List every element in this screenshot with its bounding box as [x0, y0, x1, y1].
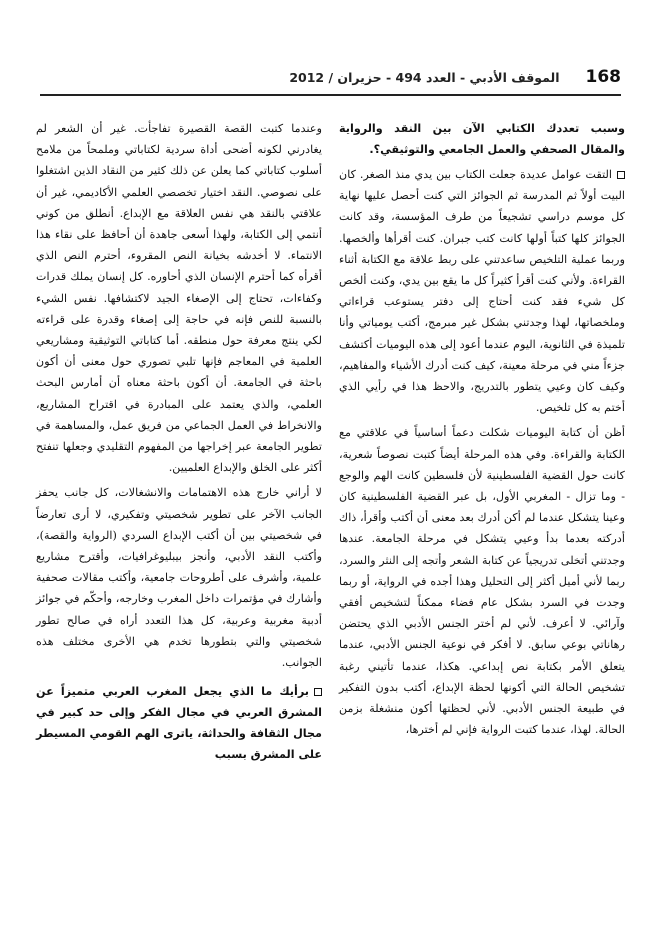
body-paragraph: لا أراني خارج هذه الاهتمامات والانشغالات، كل جانب يحفز الجانب الآخر على تطوير شخصيتي وتفكيري، لا أرى تعارضاً في شخصيتي بين أن أكتب الإبداع السردي (الرواية والقصة)، وأكتب النقد الأدبي، وأنجز بيبليوغرافيات، وأقترح مشاريع علمية، وأشرف على أطروحات جامعية، وأكتب مقالات صحفية وأشارك في مؤتمرات داخل المغرب وخارجه، وأحكّم في جوائز أدبية مغربية وعربية، كل هذا التعدد أراه في صالح تطور شخصيتي والتي بتطورها تخدم هي الأخرى مختلف هذه الجوانب.: [36, 486, 322, 670]
body-paragraph: وعندما كتبت القصة القصيرة تفاجأت. غير أن الشعر لم يغادرني لكونه أضحى أداة سردية لكتاباتي وملمحاً من ملامح أسلوب كتاباتي كما يعلن عن ذلك كثير من النقاد الذين اشتغلوا على نصوصي. النقد اختيار تخصصي العلمي الأكاديمي، غير أن علاقتي بالنقد هي نفس العلاقة مع الإبداع. أنطلق من كوني أنتمي إلى الكتابة، ولهذا أسعى جاهدة أن أحافظ على نقاء هذا الانتماء. لا أخدشه بخيانة النص المقروء، أحترم النص الذي أقرأه كما أحترم الإنسان الذي أحاوره. كل إنسان يملك قدرات وكفاءات، تحتاج إلى الإصغاء الجيد لاكتشافها. نفس الشيء بالنسبة للنص فإنه في حاجة إلى إصغاء وقدرة على قراءته لكي ينتج معرفة حول منطقه. أما كتاباتي التوثيقية ومشاريعي العلمية في المعاجم فإنها تلبي تصوري حول معنى أن أكون باحثة في الجامعة. أن أكون باحثة معناه أن أمارس البحث العلمي، والذي يعتمد على المبادرة في اقتراح المشاريع، والانخراط في العمل الجماعي من فريق عمل، والمساهمة في تطوير الجامعة عبر إخراجها من المفهوم التقليدي وجعلها تنفتح أكثر على الخلق والإبداع العلميين.: [36, 122, 322, 475]
running-head: الموقف الأدبي - العدد 494 - حزيران / 2012: [289, 69, 560, 85]
square-bullet-icon: [617, 171, 625, 179]
header-rule: [40, 94, 621, 96]
body-paragraph: أظن أن كتابة اليوميات شكلت دعماً أساسياً في علاقتي مع الكتابة والقراءة. وفي هذه المرحلة أيضاً كتبت نصوصاً شعرية، كانت حول القضية الفلسطينية لأن فلسطين كانت الهم والوجع - وما تزال - المغربي الأول، بل عبر القضية الفلسطينية كان وعينا يتشكل عندما لم أكن أدرك بعد معنى أن أكتب وأقرأ، ذاك أدركته بعدما بدأ وعيي يتشكل في مرحلة الجامعة. عندها وجدتني أتخلى تدريجياً عن كتابة الشعر وأتجه إلى النثر والسرد، ربما لأني أميل أكثر إلى التحليل وهذا أجده في الرواية، أو ربما وجدت في السرد بشكل عام فضاء ممكناً لتشخيص أفقي وآرائي. لا أعرف. لأني لم أختر الجنس الأدبي الذي يحتضن رهاناتي بوعي سابق. لا أفكر في نوعية الجنس الأدبي، عندما يتعلق الأمر بكتابة نص إبداعي. هكذا، عندما تأتيني رغبة تشخيص الحالة التي أكونها لحظة الإبداع، أكتب بدون التفكير في طبيعة الجنس الأدبي. لأني لحظتها أكون منشغلة بزمن الحالة. لهذا، عندما كتبت الرواية فإني لم أخترها،: [339, 426, 625, 737]
right-column: [339, 118, 625, 740]
answer-paragraph: [339, 164, 625, 418]
interview-question-text: برأيك ما الذي يجعل المغرب العربي متميزاً عن المشرق العربي في مجال الفكر وإلى حد كبير في مجال الثقافة والحداثة، ياترى الهم القومي المسيطر على المشرق بسبب: [36, 685, 322, 762]
page-number: 168: [585, 67, 621, 87]
spacer: [36, 673, 322, 681]
interview-question: [36, 681, 322, 765]
answer-paragraph-text: التقت عوامل عديدة جعلت الكتاب بين يدي منذ الصغر. كان البيت أولاً ثم المدرسة ثم الجوائز التي كنت أحصل عليها نهاية كل موسم دراسي تشجيعاً من طرف المؤسسة، وقد كانت الجوائز كلها كتباً أولها كانت كتب جبران. كنت أقرأها وألخصها. وربما عملية التلخيص ساعدتني على ربط علاقة مع الكتابة أثناء القراءة. ولأني كنت أقرأ كثيراً كل ما يقع بين يدي، وكنت ألخص كل شيء فقد كنت أحتاج إلى دفتر يستوعب قراءاتي وملخصاتها، لهذا وجدتني بشكل غير مبرمج، أكتب يومياتي وأنا تلميذة في الثانوية، اليوم عندما أعود إلى هذه اليوميات أكتشف جزءاً مني في مرحلة معينة، كيف كنت أدرك الأشياء والمفاهيم، وكيف كان وعيي يتطور بالتدريج، والاحظ هذا في رأيي الذي أختم به كل تلخيص.: [339, 168, 625, 415]
interview-question: وسبب تعددك الكتابي الآن بين النقد والرواية والمقال الصحفي والعمل الجامعي والتوثيقي؟.: [339, 122, 625, 156]
left-column: [36, 118, 322, 765]
page-header: [40, 62, 621, 92]
square-bullet-icon: [314, 688, 322, 696]
